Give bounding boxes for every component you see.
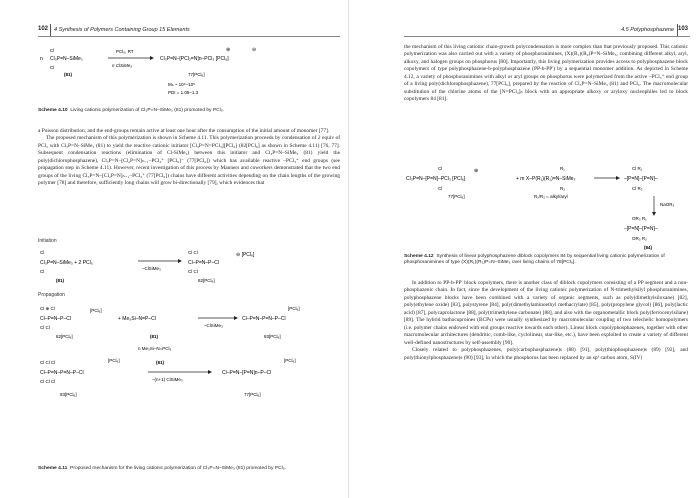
paragraph: The proposed mechanism of this polymerization is shown in Scheme 4.11. This polymerization proceeds by condensation of 2 equiv of PCl₅ with Cl₃P=N–SiMe₃ (81) to yield the reactive cationic initiator [Cl₃P=N=PCl₃][PCl₆] (82[PCl₆] as shown in Scheme 4.11) [76, 77]. Subsequent condensation reactions (elimination of Cl-SiMe₃) between this initiator and Cl₃P=N–SiMe₃ (81) yield the poly(dichlorophosphazene), Cl₃P=N–[Cl₂P=N]ₙ₋₁–PCl₃⁺ [PCl₆]⁻ (77[PCl₆]) which has available reactive –PCl₃⁺ end groups (see propagation step in Scheme 4.11). However, recent investigation of this process by Manners and coworkers demonstrated that the two end groups of the living Cl₃P=N–[Cl₂P=N]ₙ₋₁–PCl₃⁺ (77[PCl₆]) chains have different activities depending on the chain lengths of the growing polymer [78] and therefore, sufficiently long chains will grow bi-directionally [79], which evidences that — [38, 135, 340, 187]
svg-text:Cl Cl: Cl Cl — [40, 325, 50, 330]
right-running-title: 4.5 Polyphosphazene — [621, 27, 674, 33]
reagent-formula: Cl₃P=N–SiMe₃ — [50, 56, 83, 62]
scheme-4-12-reagent: + m X–P(R₁)(R₂)=N–SiMe₃ — [516, 176, 576, 182]
product-formula: Cl₃P=N–[PCl₂=N]n–PCl₃ [PCl₆] — [160, 56, 229, 62]
svg-text:[PCl₆]: [PCl₆] — [90, 308, 102, 313]
monomer-label: (81) — [56, 278, 65, 283]
svg-text:R₁: R₁ — [560, 166, 565, 171]
propagation-label-b: (81) — [150, 334, 159, 339]
molar-mass-note: Mₙ ~ 10⁴–10⁵ — [168, 82, 195, 87]
propagation-label-e: (81) — [156, 360, 165, 365]
paragraph: In addition to PP-b-PP′ block copolymers, there is another class of diblock copolymers consisting of a PP segment and a non-phosphazenic chain. In fact, since the development of the living cationic polymerization of N-trimethylsilyl phosphoranimines, polyphosphazene blocks have been combined with a variety of organic segments, such as poly(dimethylsiloxane) [82], poly(ethylene oxide) [83], polystyrene [84], poly(dimethylaminoethyl methacrylate) [85], poly(propylene glycol) [86], poly(lactic acid) [87], polycaprolactone [88], poly(trimethylene carbonate) [88], and also with the organometallic block poly(ferrocenylsilane) [89]. The hybrid bathocuproines (BCPs) were usually synthesized by macromolecular coupling of two telechelic homopolymers (i.e. polymer chains endowed with end groups reactive towards each other). Linear block copolyphosphazenes, together with other macromolecular architectures (dendritic, comb-like, cyclolinear, star-like, etc.), have been exploited to create a variety of different well-defined nanostructures by self-assembly [90]. — [404, 280, 688, 346]
propagation-byproduct-2: –(n+1) ClSiMe₃ — [152, 377, 183, 382]
svg-text:Cl Cl Cl: Cl Cl Cl — [40, 360, 56, 365]
page-gutter — [348, 0, 349, 498]
svg-text:R₂: R₂ — [560, 186, 565, 191]
svg-text:Cl ⊕ Cl: Cl ⊕ Cl — [40, 306, 55, 311]
svg-text:Cl–P=N–P–Cl: Cl–P=N–P–Cl — [188, 260, 219, 266]
arrow-top-label: PCl₅, RT — [116, 49, 134, 54]
svg-text:–[P=N]–[P=N]–: –[P=N]–[P=N]– — [624, 176, 658, 182]
pdi-note: PDI = 1.05–1.3 — [168, 90, 199, 95]
arrow-bottom-label: n ClSiMe₃ — [112, 63, 133, 68]
paragraph: the mechanism of this living cationic chain-growth polycondensation is more complex than that previously proposed. This cationic polymerization was also carried out with a variety of phosphoranimines, (X)(R₁)(R₂)P=N–SiMe₃, combining different alkyl, aryl, alkoxy, and halogen groups on phosphorus [80]. Importantly, this living polymerization provides access to polyphosphazene block copolymers of type polyphosphazene-b-polyphosphazene (PP-b-PP′) by a sequential monomer addition. As depicted in Scheme 4.12, a variety of phosphoranimines with alkyl or aryl groups on phosphorus were polymerized from the active –PCl₃⁺ end group of a living poly(dichlorophosphazene), 77[PCl₆], prepared by the reaction of Cl₃P=N–SiMe₃ (81) and PCl₅. The macromolecular substitution of the chlorine atoms of the [N=PCl₂]ₙ block with an appropriate alkoxy or aryloxy nucleophiles led to block copolymers 84 [81]. — [404, 44, 688, 103]
propagation-label-f: 77[PCl₆] — [244, 392, 261, 397]
scheme-4-10-caption: Scheme 4.10 Living cationic polymerization of Cl₃P=N–SiMe₃ (81) promoted by PCl₅. — [38, 108, 225, 113]
svg-text:Cl: Cl — [50, 48, 55, 53]
scheme-4-10-graphic — [38, 44, 338, 132]
svg-text:⊖: ⊖ — [252, 47, 257, 53]
scheme-4-11-propagation — [38, 298, 338, 408]
svg-text:[PCl₆]: [PCl₆] — [284, 358, 296, 363]
paragraph: a Poisson distribution, and the end-groups remain active at least one hour after the consumption of the initial amount of monomer [77]. — [38, 128, 330, 134]
propagation-label-c: 83[PCl₆] — [264, 334, 281, 339]
header-rule — [404, 36, 690, 37]
svg-text:Cl: Cl — [40, 250, 45, 255]
propagation-label-a: 82[PCl₆] — [56, 334, 73, 339]
scheme-4-12-caption: Scheme 4.12 Synthesis of linear polyphosphazene diblock copolymers 84 by sequential living cationic polymerization of phosphoranimines of type (X)(R₁)(R₂)P=N–SiMe₃ over living chains of 78[PCl₆]. — [404, 254, 665, 266]
scheme-4-12-graphic — [404, 150, 690, 250]
svg-text:Cl–P=N–P–Cl: Cl–P=N–P–Cl — [40, 316, 71, 322]
svg-text:Cl: Cl — [438, 186, 443, 191]
svg-text:Cl–P=N–P=N–P–Cl: Cl–P=N–P=N–P–Cl — [242, 316, 286, 322]
svg-text:Cl: Cl — [438, 166, 443, 171]
compound-81-label: (81) — [64, 72, 73, 77]
scheme-4-12-reagent-note: R₁/R₂ = alkyl/aryl — [534, 194, 568, 199]
initiation-label: Initiation — [38, 238, 57, 244]
svg-text:⊕: ⊕ — [474, 168, 479, 174]
svg-text:Cl R₂: Cl R₂ — [632, 186, 643, 191]
propagation-byproduct-1: –ClSiMe₃ — [204, 323, 223, 328]
svg-text:⊕: ⊕ — [226, 47, 231, 53]
svg-text:–[P=N]–[P=N]–: –[P=N]–[P=N]– — [624, 226, 658, 232]
right-page — [360, 0, 690, 498]
initiation-byproduct: –ClSiMe₃ — [142, 266, 161, 271]
svg-text:Cl–P=N–P=N–P–Cl: Cl–P=N–P=N–P–Cl — [40, 370, 84, 376]
left-page — [10, 0, 340, 498]
svg-text:[PCl₆]: [PCl₆] — [288, 306, 300, 311]
svg-text:Cl: Cl — [50, 65, 55, 70]
svg-text:OR₃ R₂: OR₃ R₂ — [632, 236, 647, 241]
scheme-4-11-caption: Scheme 4.11 Proposed mechanism for the living cationic polymerization of Cl₃P=N–SiMe₃ (81) promoted by PCl₅. — [38, 466, 287, 471]
initiator-label: 82[PCl₆] — [198, 278, 215, 283]
scheme-4-12-reactant-label: 77[PCl₆] — [448, 194, 465, 199]
scheme-4-12-product-label: (84) — [644, 245, 653, 250]
svg-text:Cl Cl: Cl Cl — [188, 250, 198, 255]
product-label: 77[PCl₆] — [188, 72, 205, 77]
scheme-4-12-step-reagent: NaOR₃ — [660, 202, 675, 207]
propagation-label-d: 83[PCl₆] — [60, 392, 77, 397]
svg-text:Cl R₁: Cl R₁ — [632, 166, 643, 171]
left-body-text — [38, 128, 340, 188]
svg-text:Cl Cl Cl: Cl Cl Cl — [40, 379, 56, 384]
svg-text:+ Me₃Si–N=P–Cl: + Me₃Si–N=P–Cl — [118, 316, 156, 322]
right-header — [360, 0, 690, 33]
header-divider — [50, 24, 51, 36]
initiation-reactants: Cl₃P=N–SiMe₃ + 2 PCl₅ — [40, 260, 93, 266]
right-body-text — [404, 280, 688, 362]
left-page-number: 102 — [38, 26, 49, 32]
svg-text:Cl: Cl — [40, 269, 45, 274]
right-top-text — [404, 44, 688, 104]
svg-text:⊖ [PCl₆]: ⊖ [PCl₆] — [236, 252, 255, 258]
right-page-number: 103 — [677, 26, 688, 32]
propagation-label: Propagation — [38, 292, 65, 298]
left-header — [10, 0, 340, 33]
svg-text:Cl₃P=N–[P=N]–PCl₃ [PCl₆]: Cl₃P=N–[P=N]–PCl₃ [PCl₆] — [406, 176, 466, 182]
svg-text:OR₃ R₁: OR₃ R₁ — [632, 216, 647, 221]
paragraph: Closely related to polyphosphazenes, poly(carbophosphazene)s (88) [91], poly(thiophosphazene)s (89) [92], and poly(thionylphosphazene)s (90) [93], in which the phosphorus has been replaced by an sp³ carbon atom, S(IV) — [404, 347, 688, 361]
header-rule — [38, 36, 340, 37]
svg-text:Cl–P=N–[P=N]n–P–Cl: Cl–P=N–[P=N]n–P–Cl — [222, 370, 272, 376]
reagent-prefix: n — [40, 56, 43, 62]
svg-text:[PCl₆]: [PCl₆] — [108, 358, 120, 363]
scheme-4-11-initiation — [38, 246, 338, 286]
left-running-title: 4 Synthesis of Polymers Containing Group 15 Elements — [54, 27, 190, 33]
svg-text:Cl Cl: Cl Cl — [188, 269, 198, 274]
monomer-n-formula: n Me₃Si–N=PCl₃ — [138, 346, 172, 351]
